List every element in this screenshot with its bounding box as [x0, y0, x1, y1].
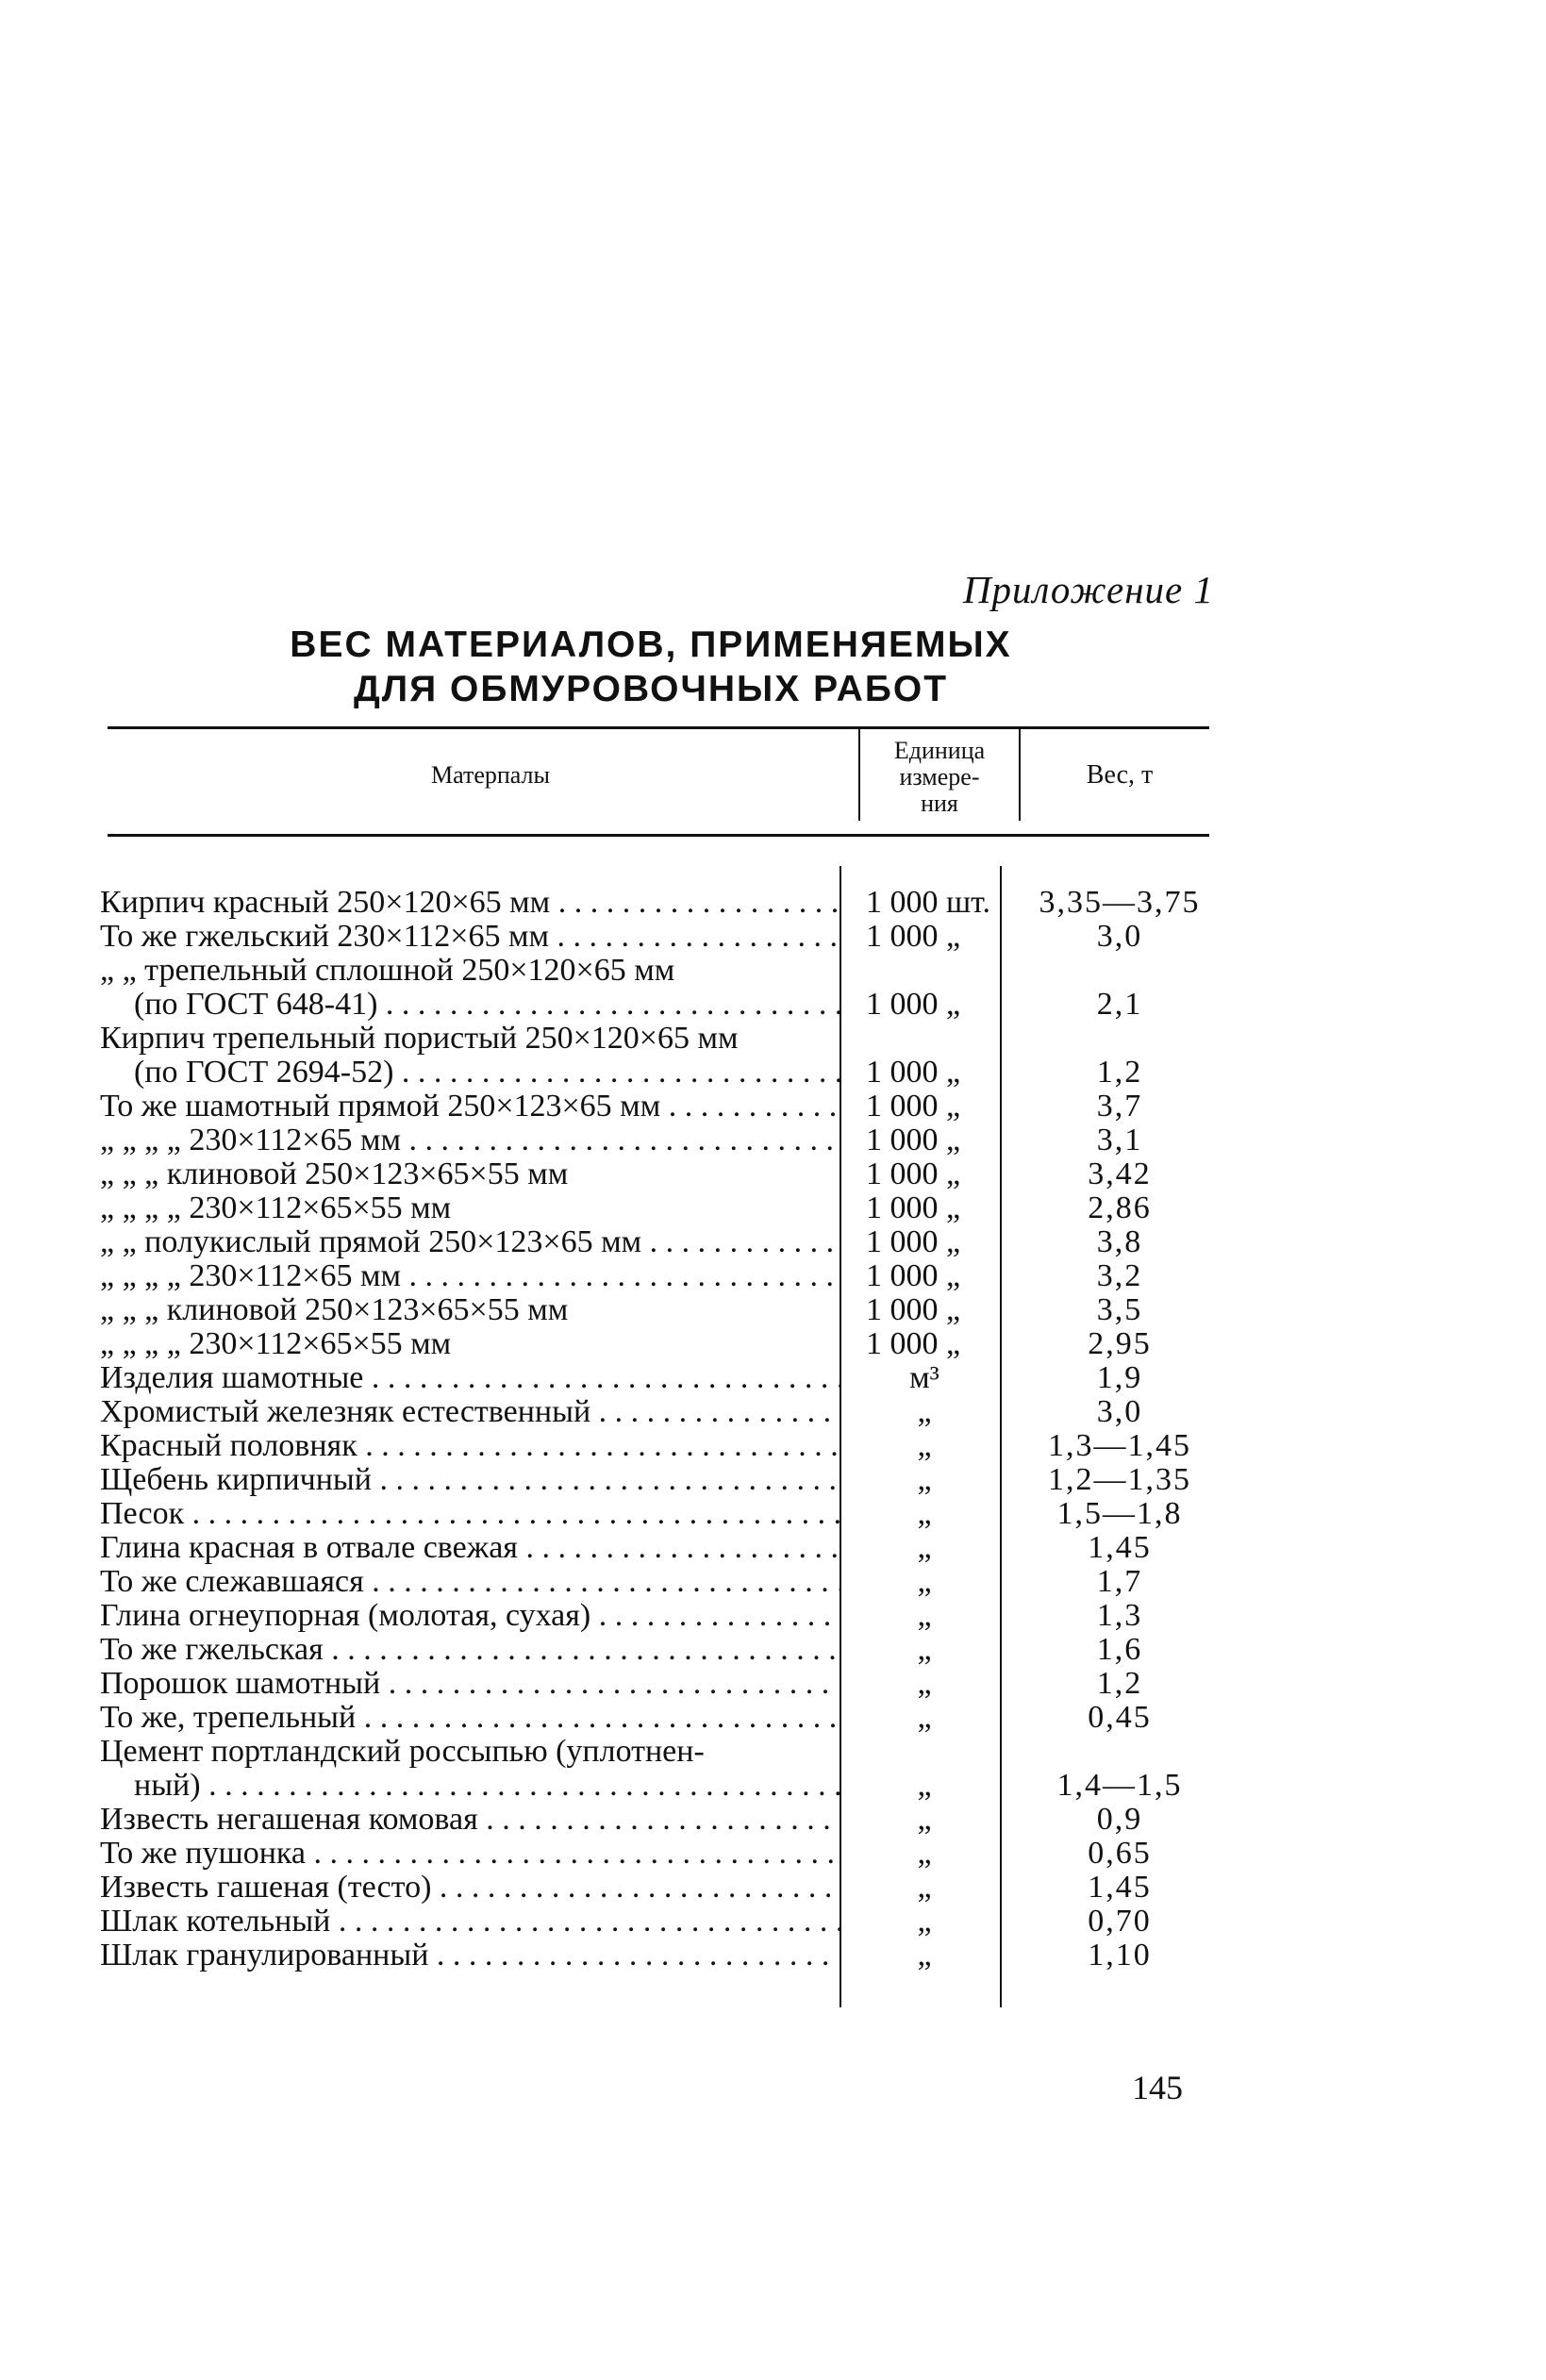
weight-cell: 1,2—1,35	[1048, 1462, 1191, 1497]
table-row	[0, 1802, 1546, 1836]
material-cell: Цемент портландский россыпью (уплотнен-	[100, 1734, 705, 1768]
table-row	[0, 987, 1546, 1021]
unit-cell: 1 000 „	[866, 1190, 961, 1225]
unit-cell: „	[917, 1666, 932, 1701]
material-cell: Порошок шамотный . . .	[100, 1666, 839, 1700]
table-row	[0, 1836, 1546, 1870]
table-row	[0, 1224, 1546, 1258]
appendix-label: Приложение 1	[962, 568, 1214, 611]
weight-cell: 3,0	[1096, 1394, 1143, 1429]
material-cell: Хромистый железняк естественный . . .	[100, 1394, 839, 1428]
table-row	[0, 1157, 1546, 1190]
material-cell: То же, трепельный . . .	[100, 1700, 839, 1734]
table-row	[0, 1326, 1546, 1360]
unit-cell: „	[917, 1802, 932, 1837]
material-cell: „ „ трепельный сплошной 250×120×65 мм	[100, 953, 675, 987]
table-row	[0, 1870, 1546, 1904]
unit-cell: м³	[909, 1360, 939, 1395]
material-cell: Глина огнеупорная (молотая, сухая) . . .	[100, 1598, 839, 1632]
material-cell: „ „ „ „ 230×112×65×55 мм	[100, 1190, 452, 1224]
table-row	[0, 1598, 1546, 1632]
table-row	[0, 1394, 1546, 1428]
unit-cell: „	[917, 1564, 932, 1599]
weight-cell: 2,86	[1088, 1190, 1152, 1225]
table-row	[0, 919, 1546, 953]
weight-cell: 3,1	[1096, 1123, 1143, 1157]
table-row	[0, 1530, 1546, 1564]
table-row	[0, 1292, 1546, 1326]
header-unit-line-2: измере-	[899, 763, 980, 791]
material-cell: Шлак котельный . . .	[100, 1904, 839, 1938]
material-cell: Изделия шамотные . . .	[100, 1360, 839, 1394]
material-cell: Глина красная в отвале свежая . . .	[100, 1530, 839, 1564]
material-cell: То же слежавшаяся . . .	[100, 1564, 839, 1598]
page-title-line-1: ВЕС МАТЕРИАЛОВ, ПРИМЕНЯЕМЫХ	[290, 624, 1012, 665]
weight-cell: 0,45	[1088, 1700, 1152, 1735]
unit-cell: 1 000 „	[866, 1292, 961, 1327]
weight-cell: 1,2	[1096, 1055, 1143, 1090]
weight-cell: 3,42	[1088, 1157, 1152, 1191]
header-materials: Матерпалы	[430, 761, 550, 789]
material-cell: То же гжельский 230×112×65 мм . . .	[100, 919, 839, 953]
unit-cell: „	[917, 1870, 932, 1905]
material-cell: Кирпич красный 250×120×65 мм . . .	[100, 885, 839, 919]
unit-cell: 1 000 „	[866, 1326, 961, 1361]
table-row	[0, 1938, 1546, 1972]
weight-cell: 1,45	[1088, 1530, 1152, 1565]
table-header-rule	[108, 834, 1209, 837]
material-cell: „ „ „ „ 230×112×65 мм . . .	[100, 1258, 839, 1292]
material-cell: Щебень кирпичный . . .	[100, 1462, 839, 1496]
table-row	[0, 953, 1546, 987]
weight-cell: 3,7	[1096, 1089, 1143, 1123]
table-row	[0, 1428, 1546, 1462]
unit-cell: „	[917, 1428, 932, 1463]
unit-cell: „	[917, 1462, 932, 1497]
material-cell: Песок . . .	[100, 1496, 839, 1530]
unit-cell: 1 000 „	[866, 1123, 961, 1157]
weight-cell: 1,10	[1088, 1938, 1152, 1972]
header-weight: Вес, т	[1086, 760, 1154, 790]
unit-cell: 1 000 „	[866, 1157, 961, 1191]
table-row	[0, 1904, 1546, 1938]
unit-cell: 1 000 „	[866, 1224, 961, 1259]
weight-cell: 2,1	[1096, 987, 1143, 1022]
weight-cell: 0,9	[1096, 1802, 1143, 1837]
material-cell: Шлак гранулированный . . .	[100, 1938, 839, 1972]
table-row	[0, 1564, 1546, 1598]
table-row	[0, 1021, 1546, 1055]
table-row	[0, 1632, 1546, 1666]
weight-cell: 2,95	[1088, 1326, 1152, 1361]
weight-cell: 1,3	[1096, 1598, 1143, 1633]
header-unit-line-3: ния	[921, 790, 958, 817]
material-cell: То же пушонка . . .	[100, 1836, 839, 1870]
material-cell: Кирпич трепельный пористый 250×120×65 мм	[100, 1021, 739, 1055]
unit-cell: „	[917, 1394, 932, 1429]
page-number: 145	[1132, 2069, 1183, 2106]
material-cell: То же шамотный прямой 250×123×65 мм . . .	[100, 1089, 839, 1123]
table-row	[0, 1700, 1546, 1734]
unit-cell: „	[917, 1768, 932, 1803]
unit-cell: „	[917, 1530, 932, 1565]
table-row	[0, 1496, 1546, 1530]
weight-cell: 1,4—1,5	[1056, 1768, 1183, 1803]
unit-cell: 1 000 „	[866, 1258, 961, 1293]
header-unit-line-1: Единица	[893, 737, 986, 764]
table-row	[0, 1462, 1546, 1496]
material-cell: (по ГОСТ 648-41) . . .	[134, 987, 839, 1021]
material-cell: „ „ „ клиновой 250×123×65×55 мм	[100, 1292, 569, 1326]
table-row	[0, 1734, 1546, 1768]
weight-cell: 1,5—1,8	[1056, 1496, 1183, 1531]
unit-cell: 1 000 „	[866, 1055, 961, 1090]
table-row	[0, 1360, 1546, 1394]
weight-cell: 3,2	[1096, 1258, 1143, 1293]
table-top-rule	[108, 726, 1209, 729]
material-cell: „ „ „ клиновой 250×123×65×55 мм	[100, 1157, 569, 1190]
weight-cell: 1,3—1,45	[1048, 1428, 1191, 1463]
material-cell: То же гжельская . . .	[100, 1632, 839, 1666]
table-row	[0, 1055, 1546, 1089]
unit-cell: „	[917, 1904, 932, 1939]
unit-cell: „	[917, 1938, 932, 1972]
weight-cell: 0,70	[1088, 1904, 1152, 1939]
weight-cell: 3,35—3,75	[1039, 885, 1201, 920]
material-cell: „ „ „ „ 230×112×65 мм . . .	[100, 1123, 839, 1157]
weight-cell: 3,0	[1096, 919, 1143, 954]
table-row	[0, 1123, 1546, 1157]
unit-cell: „	[917, 1496, 932, 1531]
material-cell: Известь гашеная (тесто) . . .	[100, 1870, 839, 1904]
weight-cell: 1,7	[1096, 1564, 1143, 1599]
table-row	[0, 1768, 1546, 1802]
weight-cell: 1,6	[1096, 1632, 1143, 1667]
page-title-line-2: ДЛЯ ОБМУРОВОЧНЫХ РАБОТ	[353, 669, 949, 709]
weight-cell: 3,5	[1096, 1292, 1143, 1327]
material-cell: Красный половняк . . .	[100, 1428, 839, 1462]
unit-cell: „	[917, 1700, 932, 1735]
weight-cell: 0,65	[1088, 1836, 1152, 1871]
weight-cell: 1,9	[1096, 1360, 1143, 1395]
table-row	[0, 885, 1546, 919]
material-cell: (по ГОСТ 2694-52) . . .	[134, 1055, 839, 1089]
table-row	[0, 1190, 1546, 1224]
weight-cell: 3,8	[1096, 1224, 1143, 1259]
material-cell: „ „ полукислый прямой 250×123×65 мм . . .	[100, 1224, 839, 1258]
unit-cell: 1 000 шт.	[866, 885, 990, 920]
weight-cell: 1,45	[1088, 1870, 1152, 1905]
unit-cell: „	[917, 1836, 932, 1871]
table-row	[0, 1666, 1546, 1700]
table-row	[0, 1089, 1546, 1123]
material-cell: Известь негашеная комовая . . .	[100, 1802, 839, 1836]
unit-cell: 1 000 „	[866, 1089, 961, 1123]
unit-cell: „	[917, 1598, 932, 1633]
unit-cell: 1 000 „	[866, 919, 961, 954]
weight-cell: 1,2	[1096, 1666, 1143, 1701]
material-cell: „ „ „ „ 230×112×65×55 мм	[100, 1326, 452, 1360]
unit-cell: „	[917, 1632, 932, 1667]
unit-cell: 1 000 „	[866, 987, 961, 1022]
material-cell: ный) . . .	[134, 1768, 839, 1802]
table-row	[0, 1258, 1546, 1292]
